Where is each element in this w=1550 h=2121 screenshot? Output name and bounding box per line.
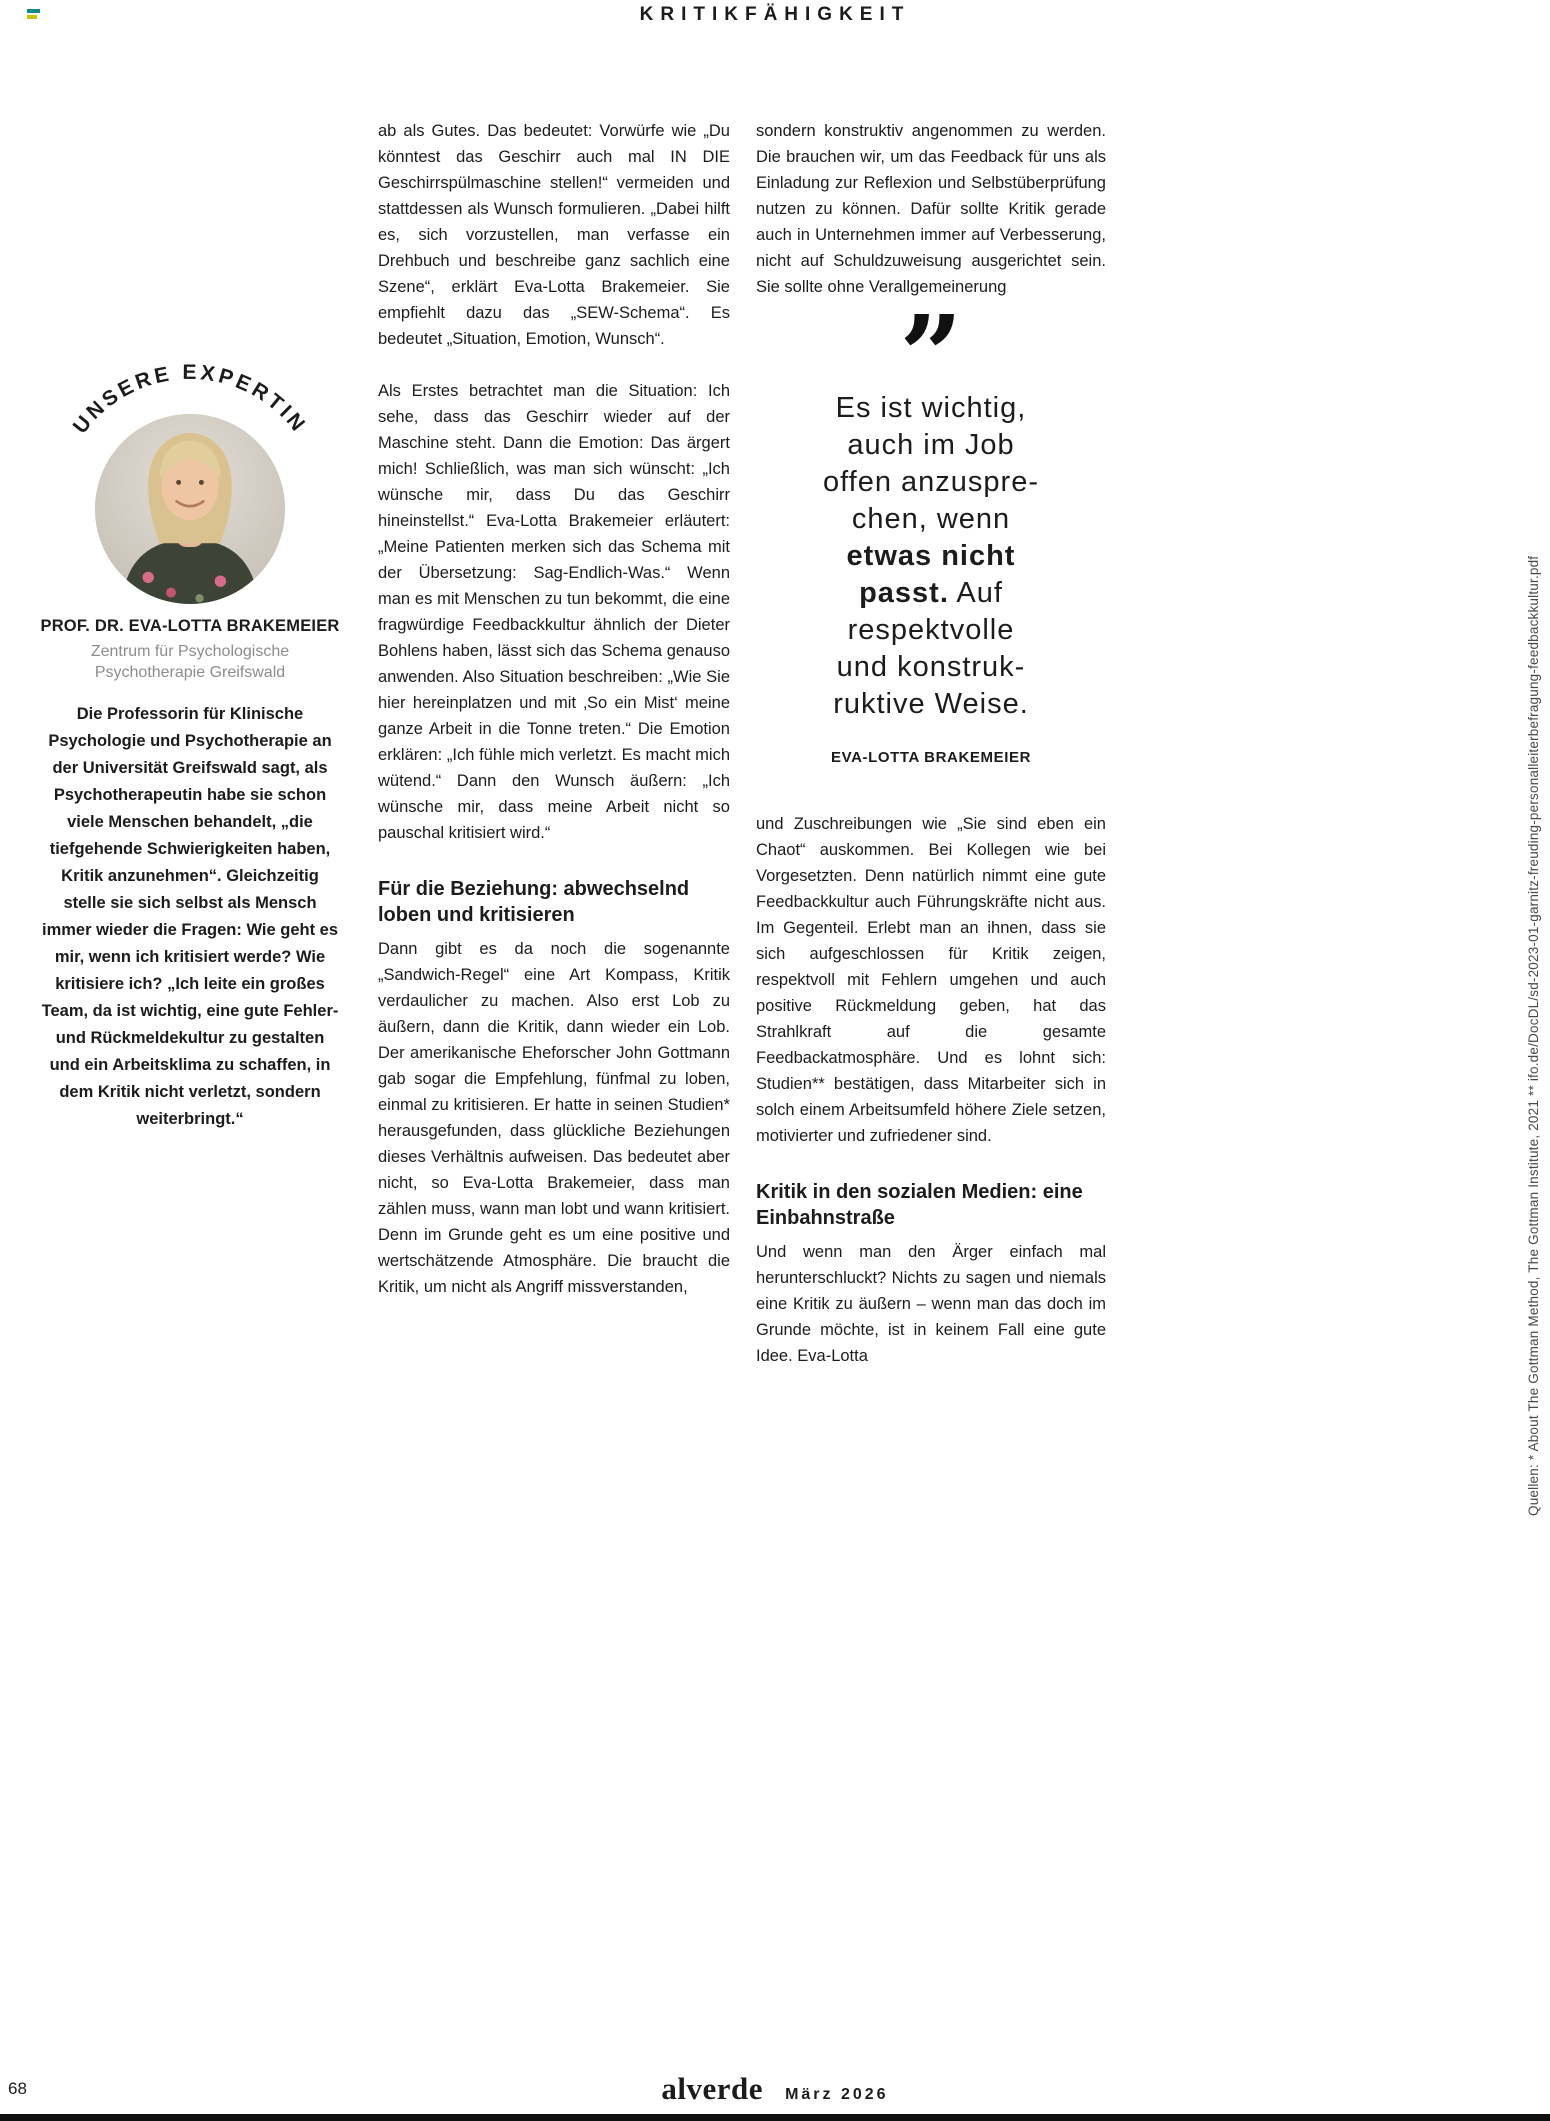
expert-portrait-illustration bbox=[95, 414, 285, 604]
article-paragraph: Als Erstes betrachtet man die Situation: Ich sehe, dass das Geschirr wieder auf der Maschine steht. Dann die Emotion: Das ärgert mich! Schließlich, was man sich wünscht: „Ich wünsche mir, dass Du das Geschirr hineinstellst.“ Eva-Lotta Brakemeier erläutert: „Meine Patienten merken sich das Schema mit der Übersetzung: Sag-Endlich-Was.“ Wenn man es mit Menschen zu tun bekommt, die eine fragwürdige Feedbackkultur ähnlich der Dieter Bohlens haben, lässt sich das Schema genauso anwenden. Also Situation beschreiben: „Wie Sie hier hereinplatzen und mit ‚So ein Mist‘ meine ganze Arbeit in die Tonne treten.“ Die Emotion erklären: „Ich fühle mich verletzt. Es macht mich wütend.“ Dann den Wunsch äußern: „Ich wünsche mir, dass meine Arbeit nicht so pauschal kritisiert wird.“ bbox=[378, 382, 730, 842]
page-number: 68 bbox=[8, 2079, 27, 2098]
article-paragraph: sondern konstruktiv angenommen zu werden. Die brauchen wir, um das Feedback für uns als Einladung zur Reflexion und Selbstüberprüfung nutzen zu können. Dafür sollte Kritik gerade auch in Unternehmen immer auf Verbesserung, nicht auf Schuldzuweisung ausgerichtet sein. Sie sollte ohne Verallgemeinerung bbox=[756, 122, 1106, 296]
footer bbox=[0, 2071, 1550, 2107]
section-heading-beziehung: Für die Beziehung: abwechselnd loben und kritisieren bbox=[378, 878, 690, 926]
article-column-middle bbox=[378, 118, 730, 1300]
expert-bio: Die Professorin für Klinische Psychologie und Psychotherapie an der Universität Greifswald sagt, als Psychotherapeutin habe sie schon viele Menschen behandelt, „die tiefgehende Schwierigkeiten haben, Kritik anzunehmen“. Gleichzeitig stelle sie sich selbst als Mensch immer wieder die Fragen: Wie geht es mir, wenn ich kritisiert werde? Wie kritisiere ich? „Ich leite ein großes Team, da ist wichtig, eine gute Fehler- und Rückmeldekultur zu gestalten und ein Arbeitsklima zu schaffen, in dem Kritik nicht verletzt, sondern weiterbringt.“ bbox=[41, 705, 339, 1128]
expert-affiliation: Zentrum für Psychologische Psychotherapie Greifswald bbox=[90, 643, 290, 681]
page-bottom-edge bbox=[0, 2114, 1550, 2121]
expert-arc-label: UNSERE EXPERTIN bbox=[68, 360, 312, 438]
article-paragraph: Dann gibt es da noch die sogenannte „Sandwich-Regel“ eine Art Kompass, Kritik verdaulicher zu machen. Also erst Lob zu äußern, dann die Kritik, dann wieder ein Lob. Der amerikanische Eheforscher John Gottmann gab sogar die Empfehlung, fünfmal zu loben, einmal zu kritisieren. Er hatte in seinen Studien* herausgefunden, dass glückliche Beziehungen dieses Verhältnis aufweisen. Das bedeutet aber nicht, so Eva-Lotta Brakemeier, dass man zählen muss, wann man lobt und wann kritisiert. Denn im Grunde geht es um eine positive und wertschätzende Atmosphäre. Die braucht die Kritik, um nicht als Angriff missverstanden, bbox=[378, 940, 730, 1296]
quote-mark-icon: ” bbox=[899, 291, 963, 420]
expert-badge bbox=[40, 352, 340, 607]
expert-photo bbox=[95, 414, 285, 604]
article-paragraph: ab als Gutes. Das bedeutet: Vorwürfe wie „Du könntest das Geschirr auch mal IN DIE Geschirrspülmaschine stellen!“ vermeiden und stattdessen als Wunsch formulieren. „Dabei hilft es, sich vorzustellen, man verfasse ein Drehbuch und beschreibe ganz sachlich eine Szene“, erklärt Eva-Lotta Brakemeier. Sie empfiehlt dazu das „SEW-Schema“. Es bedeutet „Situation, Emotion, Wunsch“. bbox=[378, 122, 730, 348]
expert-sidebar bbox=[40, 352, 340, 1133]
article-column-right bbox=[756, 118, 1106, 1369]
issue-date: März 2026 bbox=[785, 2086, 889, 2103]
source-note: Quellen: * About The Gottman Method, The Gottman Institute, 2021 ** ifo.de/DocDL/sd-2023-01-garnitz-freuding-personalleiterbefragung-feedbackkultur.pdf bbox=[1526, 555, 1541, 1516]
pull-quote-lines: Es ist wichtig, auch im Job offen anzuspre- chen, wenn etwas nicht passt. Auf respektvolle und konstruk- ruktive Weise. bbox=[823, 392, 1039, 720]
pull-quote-attribution: EVA-LOTTA BRAKEMEIER bbox=[830, 749, 1032, 766]
expert-name: PROF. DR. EVA-LOTTA BRAKEMEIER bbox=[40, 617, 340, 635]
article-paragraph: und Zuschreibungen wie „Sie sind eben ein Chaot“ auskommen. Bei Kollegen wie bei Vorgesetzten. Denn natürlich nimmt eine gute Feedbackkultur auch Führungskräfte nicht aus. Im Gegenteil. Erlebt man an ihnen, dass sie sich aufgeschlossen für Kritik zeigen, respektvoll mit Fehlern umgehen und auch positive Rückmeldung geben, hat das Strahlkraft auf die gesamte Feedbackatmosphäre. Und es lohnt sich: Studien** bestätigen, dass Mitarbeiter sich in solch einem Arbeitsumfeld höhere Ziele setzen, motivierter und zufriedener sind. bbox=[756, 815, 1106, 1145]
magazine-logo: alverde bbox=[661, 2071, 764, 2106]
article-paragraph: Und wenn man den Ärger einfach mal herunterschluckt? Nichts zu sagen und niemals eine Kritik zu äußern – wenn man das doch im Grunde möchte, ist in keinem Fall eine gute Idee. Eva-Lotta bbox=[756, 1243, 1106, 1365]
pull-quote bbox=[756, 291, 1106, 771]
page-kicker: KRITIKFÄHIGKEIT bbox=[639, 4, 911, 25]
section-heading-soziale-medien: Kritik in den sozialen Medien: eine Einbahnstraße bbox=[756, 1181, 1083, 1229]
